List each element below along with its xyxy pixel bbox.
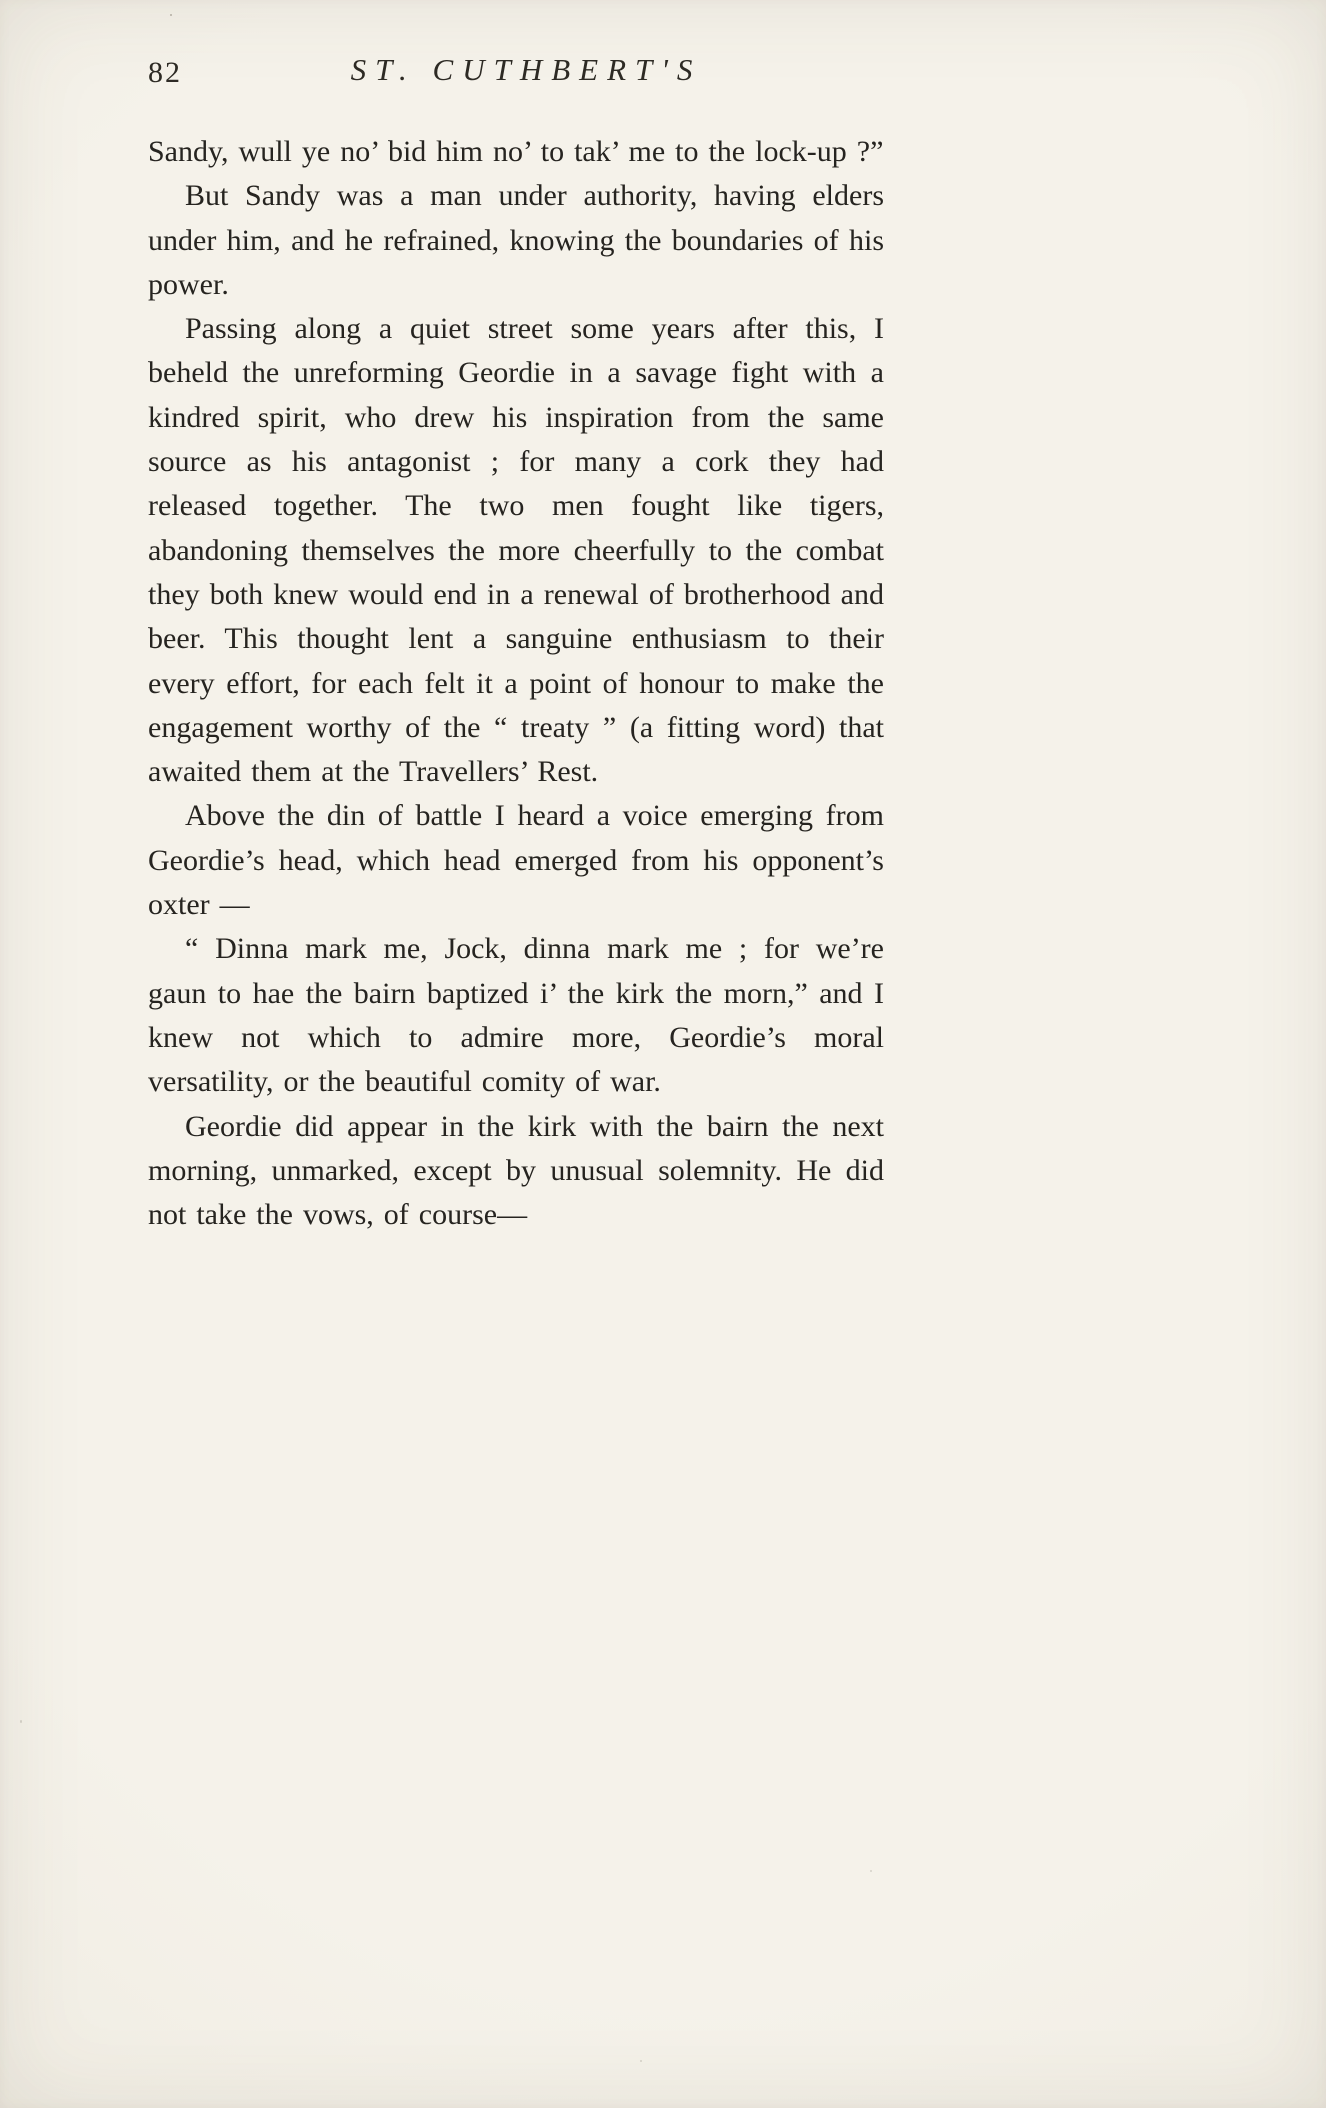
scan-speck <box>870 1870 872 1872</box>
paragraph-5: “ Dinna mark me, Jock, dinna mark me ; for we’re gaun to hae the bairn baptized i’ the kirk the morn,” and I knew not which to admire more, Geordie’s moral versatility, or the beautiful comity of war. <box>148 932 884 1099</box>
paragraph-3: Passing along a quiet street some years after this, I beheld the unreforming Geordie in a savage fight with a kindred spirit, who drew his inspiration from the same source as his antagonist ; for many a cork they had released together. The two men fought like tigers, abandoning themselves the more cheerfully to the combat they both knew would end in a renewal of brotherhood and beer. This thought lent a sanguine enthusiasm to their every effort, for each felt it a point of honour to make the engagement worthy of the “ treaty ” (a fitting word) that awaited them at the Travellers’ Rest. <box>148 312 884 789</box>
paragraph-1: Sandy, wull ye no’ bid him no’ to tak’ me to the lock-up ?” <box>148 135 884 168</box>
paragraph-2: But Sandy was a man under authority, having elders under him, and he refrained, knowing the boundaries of his power. <box>148 179 884 301</box>
scan-speck <box>20 1720 22 1723</box>
paragraph-6: Geordie did appear in the kirk with the bairn the next morning, unmarked, except by unusual solemnity. He did not take the vows, of course— <box>148 1109 884 1232</box>
page-header <box>148 52 884 100</box>
running-header-title: ST. CUTHBERT'S <box>350 52 702 87</box>
page-number: 82 <box>148 56 182 89</box>
scan-speck <box>170 14 172 16</box>
body-text <box>148 130 884 1237</box>
paragraph-4: Above the din of battle I heard a voice emerging from Geordie’s head, which head emerged from his opponent’s oxter — <box>148 799 884 922</box>
text-block <box>148 52 884 1237</box>
scan-speck <box>640 2060 642 2062</box>
